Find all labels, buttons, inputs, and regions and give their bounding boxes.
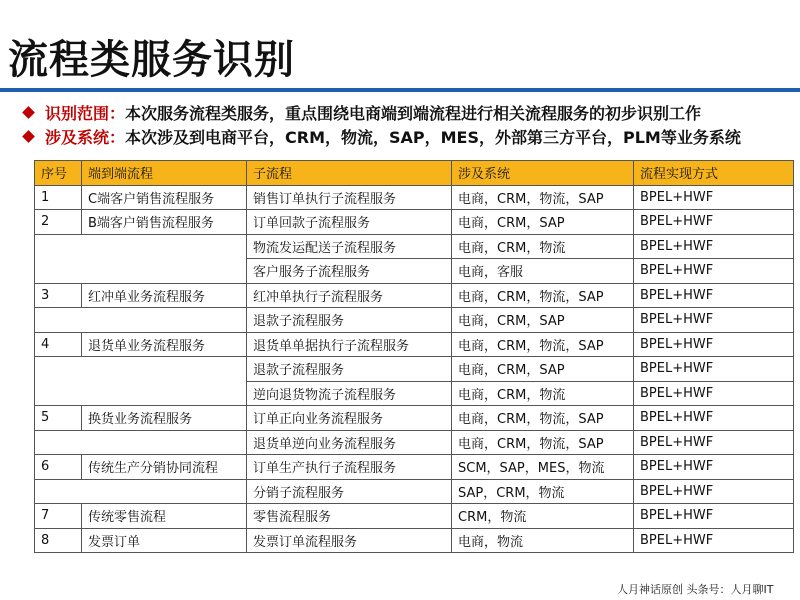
table-cell: CRM，物流	[452, 504, 634, 529]
table-cell: C端客户销售流程服务	[82, 185, 247, 210]
merged-empty-cell	[35, 479, 247, 504]
table-cell: 8	[35, 528, 82, 553]
table-header-row	[35, 161, 794, 186]
header-cell: 序号	[35, 161, 82, 186]
table-cell: BPEL+HWF	[634, 479, 794, 504]
merged-empty-cell	[35, 308, 247, 333]
table-cell: 销售订单执行子流程服务	[247, 185, 452, 210]
table-cell: 订单生产执行子流程服务	[247, 455, 452, 480]
table-cell: 订单回款子流程服务	[247, 210, 452, 235]
table-cell: 电商，物流	[452, 528, 634, 553]
header-cell: 流程实现方式	[634, 161, 794, 186]
merged-empty-cell	[35, 357, 247, 406]
table-cell: 电商，CRM，物流	[452, 381, 634, 406]
table-row	[35, 528, 794, 553]
table-row	[35, 479, 794, 504]
table-cell: 红冲单执行子流程服务	[247, 283, 452, 308]
table-cell: 电商，CRM，物流，SAP	[452, 283, 634, 308]
table-row	[35, 357, 794, 382]
table-cell: 退货单业务流程服务	[82, 332, 247, 357]
table-cell: 发票订单	[82, 528, 247, 553]
header-cell: 端到端流程	[82, 161, 247, 186]
table-cell: 逆向退货物流子流程服务	[247, 381, 452, 406]
table-cell: 退款子流程服务	[247, 357, 452, 382]
table-cell: BPEL+HWF	[634, 406, 794, 431]
table-cell: BPEL+HWF	[634, 381, 794, 406]
table-cell: 6	[35, 455, 82, 480]
table-cell: BPEL+HWF	[634, 455, 794, 480]
table-cell: 5	[35, 406, 82, 431]
merged-empty-cell	[35, 234, 247, 283]
footer-credit: 人月神话原创 头条号：人月聊IT	[617, 583, 774, 596]
table-cell: SAP，CRM，物流	[452, 479, 634, 504]
table-cell: 零售流程服务	[247, 504, 452, 529]
table-cell: BPEL+HWF	[634, 528, 794, 553]
table-cell: 退货单单据执行子流程服务	[247, 332, 452, 357]
table-cell: BPEL+HWF	[634, 283, 794, 308]
table-cell: 电商，CRM，SAP	[452, 210, 634, 235]
bullet-key: 识别范围：	[45, 103, 126, 123]
table-cell: BPEL+HWF	[634, 259, 794, 284]
table-cell: 发票订单流程服务	[247, 528, 452, 553]
table-cell: BPEL+HWF	[634, 308, 794, 333]
bullet-list	[18, 100, 798, 148]
table-cell: B端客户销售流程服务	[82, 210, 247, 235]
table-cell: BPEL+HWF	[634, 185, 794, 210]
page-title: 流程类服务识别	[8, 37, 295, 83]
table-row	[35, 283, 794, 308]
table-cell: 3	[35, 283, 82, 308]
title-divider	[0, 88, 800, 92]
table-cell: 7	[35, 504, 82, 529]
table-cell: BPEL+HWF	[634, 357, 794, 382]
header-cell: 子流程	[247, 161, 452, 186]
table-cell: 传统零售流程	[82, 504, 247, 529]
table-cell: BPEL+HWF	[634, 504, 794, 529]
table-row	[35, 234, 794, 259]
table-cell: 电商，CRM，物流，SAP	[452, 332, 634, 357]
table-row	[35, 210, 794, 235]
table-row	[35, 332, 794, 357]
header-cell: 涉及系统	[452, 161, 634, 186]
table-cell: 电商，CRM，物流，SAP	[452, 185, 634, 210]
table-row	[35, 430, 794, 455]
table-cell: BPEL+HWF	[634, 210, 794, 235]
merged-empty-cell	[35, 430, 247, 455]
table-row	[35, 185, 794, 210]
table-cell: BPEL+HWF	[634, 234, 794, 259]
table-cell: 2	[35, 210, 82, 235]
process-table	[34, 160, 794, 553]
table-cell: 换货业务流程服务	[82, 406, 247, 431]
bullet-text: 本次涉及到电商平台，CRM，物流，SAP，MES，外部第三方平台，PLM等业务系统	[125, 127, 741, 147]
table-cell: SCM，SAP，MES，物流	[452, 455, 634, 480]
table-cell: 电商，CRM，物流	[452, 234, 634, 259]
diamond-bullet-icon	[22, 130, 35, 143]
bullet-key: 涉及系统：	[45, 127, 126, 147]
table-row	[35, 504, 794, 529]
bullet-text: 本次服务流程类服务，重点围绕电商端到端流程进行相关流程服务的初步识别工作	[125, 103, 702, 123]
table-cell: 退货单逆向业务流程服务	[247, 430, 452, 455]
table-body	[35, 185, 794, 553]
table-cell: BPEL+HWF	[634, 332, 794, 357]
table-cell: 电商，CRM，SAP	[452, 357, 634, 382]
table-cell: 物流发运配送子流程服务	[247, 234, 452, 259]
table-cell: 电商，CRM，物流，SAP	[452, 406, 634, 431]
table-cell: 红冲单业务流程服务	[82, 283, 247, 308]
table-cell: 电商，客服	[452, 259, 634, 284]
table-cell: 退款子流程服务	[247, 308, 452, 333]
table-cell: 1	[35, 185, 82, 210]
bullet-systems	[18, 124, 798, 148]
table-cell: 4	[35, 332, 82, 357]
table-cell: 传统生产分销协同流程	[82, 455, 247, 480]
table-cell: 电商，CRM，物流，SAP	[452, 430, 634, 455]
bullet-scope	[18, 100, 798, 124]
table-cell: BPEL+HWF	[634, 430, 794, 455]
table-row	[35, 455, 794, 480]
table-row	[35, 308, 794, 333]
table-cell: 订单正向业务流程服务	[247, 406, 452, 431]
table-cell: 客户服务子流程服务	[247, 259, 452, 284]
table-row	[35, 406, 794, 431]
table-cell: 分销子流程服务	[247, 479, 452, 504]
diamond-bullet-icon	[22, 106, 35, 119]
table-cell: 电商，CRM，SAP	[452, 308, 634, 333]
